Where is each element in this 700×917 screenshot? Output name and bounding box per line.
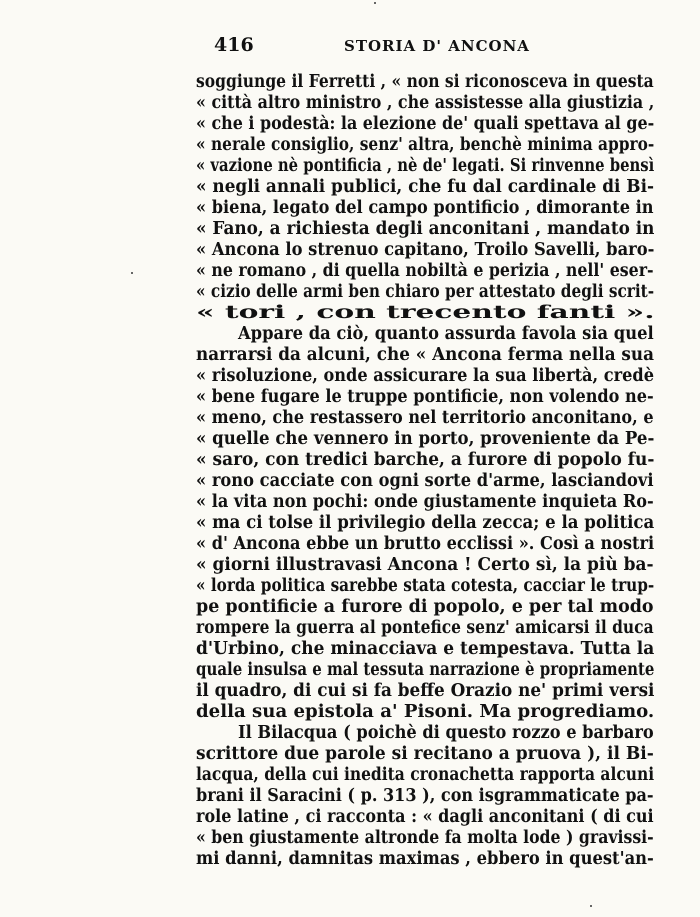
text-line: d'Urbino, che minacciava e tempestava. Tutta la — [196, 639, 655, 659]
scan-speck — [131, 272, 133, 274]
text-line: « ne romano , di quella nobiltà e perizia , nell' eser- — [196, 261, 654, 281]
text-line: pe pontificie a furore di popolo, e per tal modo — [196, 597, 654, 617]
page-header — [214, 34, 654, 62]
text-line: « lorda politica sarebbe stata cotesta, cacciar le trup- — [196, 576, 655, 596]
text-line: « rono cacciate con ogni sorte d'arme, lasciandovi — [196, 471, 654, 491]
text-line: mi danni, damnitas maximas , ebbero in quest'an- — [196, 849, 654, 869]
text-line: « nerale consiglio, senz' altra, benchè minima appro- — [196, 135, 655, 155]
text-line: « tori , con trecento fanti ». — [196, 303, 655, 323]
text-line: scrittore due parole si recitano a pruova ), il Bi- — [196, 744, 654, 764]
text-line: role latine , ci racconta : « dagli anconitani ( di cui — [196, 807, 654, 827]
text-line: « ma ci tolse il privilegio della zecca; e la politica — [196, 513, 655, 533]
text-line: rompere la guerra al pontefice senz' amicarsi il duca — [196, 618, 654, 638]
text-line: « ben giustamente altronde fa molta lode ) gravissi- — [196, 828, 654, 848]
text-line: « giorni illustravasi Ancona ! Certo sì, la più ba- — [196, 555, 654, 575]
text-line: « saro, con tredici barche, a furore di popolo fu- — [196, 450, 655, 470]
text-line: narrarsi da alcuni, che « Ancona ferma nella sua — [196, 345, 654, 365]
text-line: soggiunge il Ferretti , « non si riconosceva in questa — [196, 72, 654, 92]
text-line: il quadro, di cui si fa beffe Orazio ne' primi versi — [196, 681, 655, 701]
page-number: 416 — [214, 34, 254, 56]
text-line: « Fano, a richiesta degli anconitani , mandato in — [196, 219, 655, 239]
text-line: « vazione nè pontificia , nè de' legati. Si rinvenne bensì — [196, 156, 655, 176]
text-line: « Ancona lo strenuo capitano, Troilo Savelli, baro- — [196, 240, 655, 260]
text-line: « quelle che vennero in porto, proveniente da Pe- — [196, 429, 655, 449]
running-title: STORIA D' ANCONA — [344, 37, 530, 55]
text-line: « d' Ancona ebbe un brutto ecclissi ». Così a nostri — [196, 534, 655, 554]
text-line: « risoluzione, onde assicurare la sua libertà, credè — [196, 366, 654, 386]
text-line: « cizio delle armi ben chiaro per attestato degli scrit- — [196, 282, 655, 302]
text-line: « che i podestà: la elezione de' quali spettava al ge- — [196, 114, 655, 134]
text-line: « negli annali publici, che fu dal cardinale di Bi- — [196, 177, 654, 197]
text-line: Appare da ciò, quanto assurda favola sia quel — [238, 324, 654, 344]
text-line: Il Bilacqua ( poichè di questo rozzo e barbaro — [238, 723, 654, 743]
text-line: quale insulsa e mal tessuta narrazione è propriamente — [196, 660, 655, 680]
text-line: brani il Saracini ( p. 313 ), con isgrammaticate pa- — [196, 786, 654, 806]
text-line: della sua epistola a' Pisoni. Ma progrediamo. — [196, 702, 655, 722]
scan-speck — [374, 2, 376, 4]
text-line: « città altro ministro , che assistesse alla giustizia , — [196, 93, 655, 113]
text-line: « meno, che restassero nel territorio anconitano, e — [196, 408, 654, 428]
text-line: « biena, legato del campo pontificio , dimorante in — [196, 198, 654, 218]
text-line: « la vita non pochi: onde giustamente inquieta Ro- — [196, 492, 654, 512]
text-line: lacqua, della cui inedita cronachetta rapporta alcuni — [196, 765, 655, 785]
text-line: « bene fugare le truppe pontificie, non volendo ne- — [196, 387, 654, 407]
scan-speck — [590, 905, 592, 907]
